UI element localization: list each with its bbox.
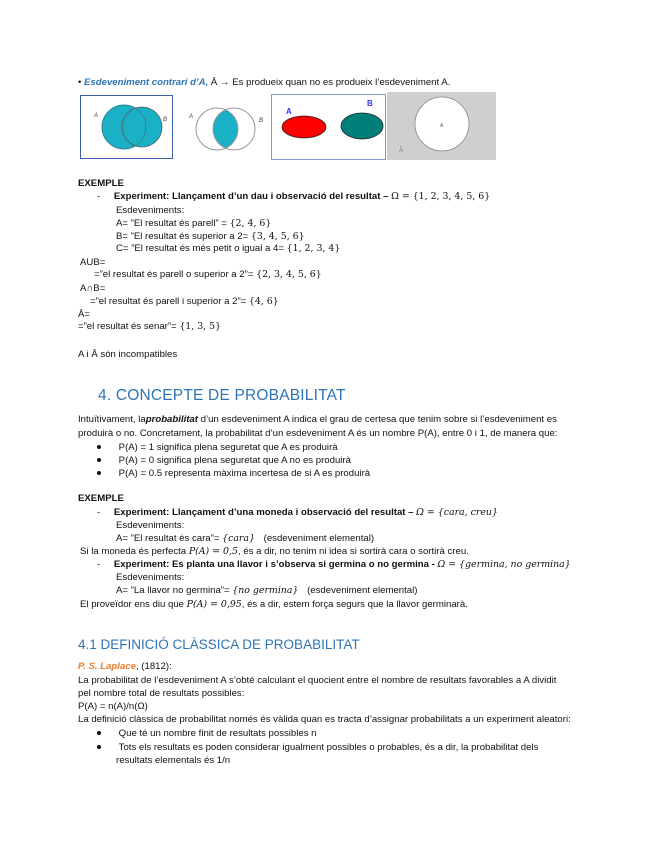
example2-event2-set: {no germina}	[232, 585, 299, 596]
section41-bullet-1	[97, 728, 317, 740]
example1-inter	[90, 296, 279, 308]
example2-heading: EXEMPLE	[78, 493, 124, 504]
example1-event-b-set: {3, 4, 5, 6}	[250, 231, 305, 242]
section4-bullet-1	[97, 442, 338, 454]
venn-disjoint-ellipse-b	[341, 113, 383, 139]
section4-title: 4. CONCEPTE DE PROBABILITAT	[98, 387, 346, 404]
example2-exp2-omega: Ω = {germina, no germina}	[437, 559, 571, 570]
example1-comp-set: {1, 3, 5}	[179, 321, 222, 332]
example1-experiment: Experiment: Llançament d’un dau i observació del resultat –	[113, 191, 389, 202]
intro-bullet: •	[78, 77, 82, 88]
example2-line2	[80, 599, 468, 611]
example1-incompatible: A i Ā són incompatibles	[78, 349, 178, 360]
venn-union-label-b: B	[163, 117, 168, 123]
section4-p1-after: d’un esdeveniment A indica el grau de certesa que tenim sobre si l’esdeveniment es	[200, 414, 557, 425]
example2-dash-1: -	[97, 507, 101, 518]
example1-event-b	[116, 231, 305, 243]
example2-dash-2: -	[97, 559, 101, 570]
section4-p1-before: Intuïtivament, la	[78, 414, 146, 425]
example2-events-label: Esdeveniments:	[116, 520, 185, 531]
section41-author-line	[78, 661, 172, 673]
example2-event2	[116, 585, 417, 597]
venn-disjoint-label-a: A	[286, 107, 292, 116]
venn-intersection-svg	[177, 96, 267, 158]
section41-p1: La probabilitat de l’esdeveniment A s’obté calculant el quocient entre el nombre de resultats favorables a A dividit	[78, 675, 557, 686]
intro-line	[78, 77, 450, 89]
section4-bullet-1-text: P(A) = 1 significa plena seguretat que A es produirà	[118, 442, 338, 453]
example1-event-c	[116, 243, 340, 255]
example2-exp2-text: Experiment: Es planta una llavor i s’observa si germina o no germina -	[113, 559, 435, 570]
section4-paragraph-line2: produirà o no. Concretament, la probabilitat d’un esdeveniment A és un nombre P(A), entre 0 i 1, de manera que:	[78, 428, 558, 439]
section41-bullet-2	[97, 742, 538, 754]
example2-line1	[80, 546, 469, 558]
section4-paragraph-line1	[78, 414, 557, 426]
example1-comp	[78, 321, 221, 333]
example1-inter-label: A∩B=	[80, 283, 106, 294]
section4-bullet-2	[97, 455, 351, 467]
section41-title: 4.1 DEFINICIÓ CLÀSSICA DE PROBABILITAT	[78, 637, 360, 652]
example2-exp1-omega: Ω = {cara, creu}	[416, 507, 498, 518]
example1-union	[94, 269, 322, 281]
example2-event1-text: A= ”El resultat és cara”=	[116, 533, 220, 544]
example1-comp-label: Ā=	[78, 309, 91, 320]
venn-complement-label-a: A	[440, 123, 444, 129]
bullet-dot-icon	[97, 471, 101, 475]
venn-union-svg	[80, 95, 173, 159]
venn-disjoint-figure	[271, 94, 386, 160]
example2-line2-math: P(A) = 0,95	[186, 599, 242, 610]
section41-bullet-1-text: Que té un nombre finit de resultats possibles n	[118, 728, 317, 739]
example2-line1-before: Si la moneda és perfecta	[80, 546, 187, 557]
example1-event-a-text: A= ”El resultat és parell” =	[116, 218, 227, 229]
section4-bullet-3	[97, 468, 370, 480]
example1-comp-text: =”el resultat és senar”=	[78, 321, 177, 332]
example1-inter-text: =”el resultat és parell i superior a 2”=	[90, 296, 247, 307]
example1-inter-set: {4, 6}	[248, 296, 279, 307]
bullet-dot-icon	[97, 458, 101, 462]
example1-event-b-text: B= ”El resultat és superior a 2=	[116, 231, 249, 242]
venn-intersection-label-a: A	[189, 114, 194, 120]
section4-bullet-2-text: P(A) = 0 significa plena seguretat que A no es produirà	[118, 455, 351, 466]
intro-term: Esdeveniment contrari d’A,	[84, 77, 209, 88]
example1-event-a-set: {2, 4, 6}	[229, 218, 272, 229]
section41-p2: pel nombre total de resultats possibles:	[78, 688, 245, 699]
example2-event2-note: (esdeveniment elemental)	[307, 585, 418, 596]
section4-p1-term: probabilitat	[145, 414, 198, 425]
example2-experiment1	[97, 507, 498, 519]
venn-disjoint-svg	[271, 94, 386, 160]
venn-union-label-a: A	[94, 113, 99, 119]
example1-experiment-line	[97, 191, 490, 203]
example1-event-c-set: {1, 2, 3, 4}	[286, 243, 341, 254]
example1-union-text: =”el resultat és parell o superior a 2”=	[94, 269, 254, 280]
example1-dash: -	[97, 191, 101, 202]
example2-line1-math: P(A) = 0,5	[188, 546, 238, 557]
venn-disjoint-label-b: B	[367, 99, 373, 108]
bullet-dot-icon	[97, 745, 101, 749]
example2-exp1-text: Experiment: Llançament d’una moneda i observació del resultat –	[113, 507, 414, 518]
example2-event1-set: {cara}	[222, 533, 255, 544]
example2-line2-after: , és a dir, estem força segurs que la llavor germinarà.	[241, 599, 468, 610]
example2-events2-label: Esdeveniments:	[116, 572, 185, 583]
venn-complement-svg	[387, 92, 496, 160]
example1-union-set: {2, 3, 4, 5, 6}	[256, 269, 322, 280]
bullet-dot-icon	[97, 731, 101, 735]
section41-author: P. S. Laplace	[78, 661, 136, 672]
section41-p3: La definició clàssica de probabilitat només és vàlida quan es tracta d’assignar probabilitats a un experiment aleatori:	[78, 714, 571, 725]
example2-experiment2	[97, 559, 571, 571]
example1-event-a	[116, 218, 271, 230]
section41-formula: P(A) = n(A)/n(Ω)	[78, 701, 148, 712]
example1-event-c-text: C= ”El resultat és més petit o igual a 4=	[116, 243, 284, 254]
section41-year: , (1812):	[135, 661, 172, 672]
example2-line2-before: El proveïdor ens diu que	[80, 599, 184, 610]
example1-heading: EXEMPLE	[78, 178, 124, 189]
venn-union-figure	[80, 95, 173, 159]
example1-events-label: Esdeveniments:	[116, 205, 185, 216]
venn-complement-figure	[387, 92, 496, 160]
example1-omega: Ω = {1, 2, 3, 4, 5, 6}	[391, 191, 491, 202]
example1-union-label: AUB=	[80, 257, 106, 268]
section41-bullet-2-text: Tots els resultats es poden considerar igualment possibles o probables, és a dir, la probabilitat dels	[118, 742, 539, 753]
venn-disjoint-ellipse-a	[282, 116, 326, 138]
example2-line1-after: , és a dir, no tenim ni idea si sortirà cara o sortirà creu.	[237, 546, 469, 557]
venn-intersection-label-b: B	[259, 118, 264, 124]
intro-formula: Ā → Es produeix quan no es produeix l’esdeveniment A.	[210, 77, 451, 88]
bullet-dot-icon	[97, 445, 101, 449]
example2-event2-text: A= ”La llavor no germina”=	[116, 585, 230, 596]
example2-event1-note: (esdeveniment elemental)	[263, 533, 375, 544]
venn-union-circle-b	[122, 107, 162, 147]
example2-event1	[116, 533, 374, 545]
venn-complement-label-abar: Ā	[399, 148, 404, 154]
venn-intersection-figure	[177, 96, 267, 158]
section41-bullet-2-cont: resultats elementals és 1/n	[116, 755, 231, 766]
section4-bullet-3-text: P(A) = 0.5 representa màxima incertesa de si A es produirà	[118, 468, 371, 479]
